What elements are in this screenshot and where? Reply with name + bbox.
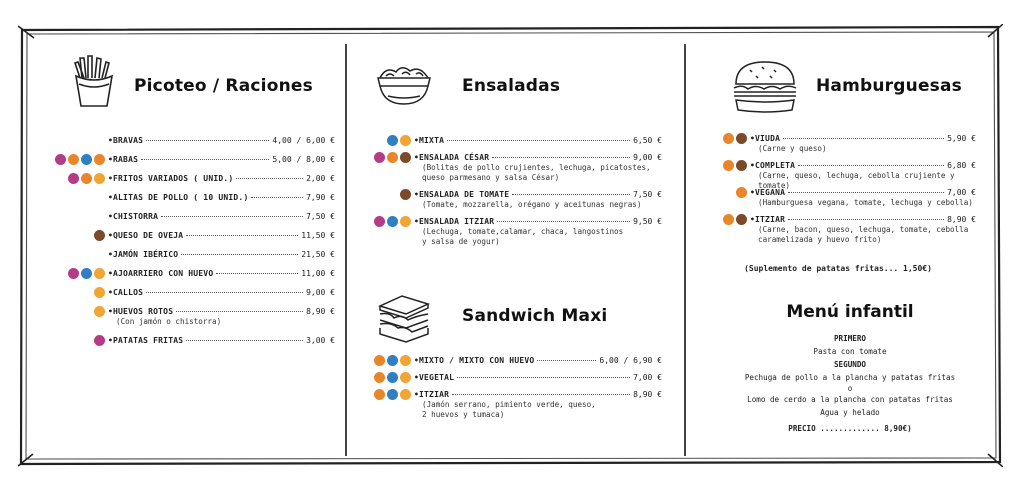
item-price: 8,90 € bbox=[306, 307, 335, 316]
item-list bbox=[362, 356, 662, 436]
item-description: 2 huevos y tumaca) bbox=[422, 410, 505, 419]
item-name: •RABAS bbox=[108, 155, 139, 164]
item-price: 11,00 € bbox=[301, 269, 335, 278]
item-name: •ITZIAR bbox=[414, 390, 450, 399]
section-header bbox=[50, 36, 340, 106]
allergen-icon bbox=[400, 189, 411, 200]
item-description: (Carne, bacon, queso, lechuga, tomate, cebolla bbox=[758, 225, 969, 234]
item-price: 8,90 € bbox=[947, 215, 976, 224]
item-description: (Con jamón o chistorra) bbox=[116, 317, 222, 326]
item-name: •VIUDA bbox=[750, 134, 781, 143]
kids-first-dish: Pasta con tomate bbox=[813, 347, 887, 356]
section-title: Hamburguesas bbox=[816, 76, 962, 96]
item-description: (Carne, queso, lechuga, cebolla crujiente y tomate) bbox=[758, 171, 955, 190]
kids-menu bbox=[700, 302, 1000, 435]
allergen-icon bbox=[81, 173, 92, 184]
item-price: 9,00 € bbox=[633, 153, 662, 162]
item-description: caramelizada y huevo frito) bbox=[758, 235, 882, 244]
allergen-icons bbox=[68, 173, 105, 184]
item-name: •ENSALADA ITZIAR bbox=[414, 217, 495, 226]
allergen-icon bbox=[387, 389, 398, 400]
item-price: 11,50 € bbox=[301, 231, 335, 240]
allergen-icon bbox=[400, 135, 411, 146]
item-description: (Carne y queso) bbox=[758, 144, 827, 153]
allergen-icon bbox=[94, 173, 105, 184]
item-name: •CALLOS bbox=[108, 288, 144, 297]
item-price: 6,00 / 6,90 € bbox=[599, 356, 662, 365]
dot-leader bbox=[236, 178, 303, 179]
item-price: 9,50 € bbox=[633, 217, 662, 226]
kids-drink: Agua y helado bbox=[820, 408, 880, 417]
item-price: 6,50 € bbox=[633, 136, 662, 145]
menu-item bbox=[414, 217, 662, 247]
item-price: 6,80 € bbox=[947, 161, 976, 170]
dot-leader bbox=[141, 159, 269, 160]
allergen-icon bbox=[387, 216, 398, 227]
fries-icon bbox=[70, 54, 118, 112]
dot-leader bbox=[181, 254, 298, 255]
item-price: 9,00 € bbox=[306, 288, 335, 297]
item-name: •AJOARRIERO CON HUEVO bbox=[108, 269, 214, 278]
item-description: queso parmesano y salsa César) bbox=[422, 173, 560, 182]
dot-leader bbox=[216, 273, 298, 274]
sandwich-icon bbox=[376, 292, 432, 348]
allergen-icons bbox=[374, 389, 411, 400]
menu-item bbox=[108, 269, 335, 279]
menu-item bbox=[108, 155, 335, 165]
dot-leader bbox=[251, 197, 303, 198]
section-title: Sandwich Maxi bbox=[462, 306, 608, 326]
burger-icon bbox=[730, 58, 800, 120]
allergen-icons bbox=[387, 135, 411, 146]
dot-leader bbox=[447, 140, 630, 141]
allergen-icon bbox=[374, 355, 385, 366]
kids-second-dish: Pechuga de pollo a la plancha y patatas fritas bbox=[744, 373, 956, 382]
dot-leader bbox=[146, 292, 303, 293]
section-title: Picoteo / Raciones bbox=[134, 76, 313, 96]
item-price: 7,00 € bbox=[947, 188, 976, 197]
dot-leader bbox=[798, 165, 944, 166]
kids-price: PRECIO ............. 8,90€) bbox=[788, 424, 912, 433]
allergen-icon bbox=[94, 335, 105, 346]
item-description: (Lechuga, tomate,calamar, chaca, langostinos bbox=[422, 227, 624, 236]
menu-item bbox=[108, 212, 335, 222]
allergen-icon bbox=[68, 268, 79, 279]
dot-leader bbox=[492, 157, 630, 158]
section-header bbox=[700, 36, 980, 106]
allergen-icon bbox=[387, 372, 398, 383]
dot-leader bbox=[457, 377, 630, 378]
allergen-icons bbox=[400, 189, 411, 200]
allergen-icon bbox=[736, 214, 747, 225]
item-name: •MIXTA bbox=[414, 136, 445, 145]
item-description: (Jamón serrano, pimiento verde, queso, bbox=[422, 400, 596, 409]
dot-leader bbox=[186, 235, 298, 236]
menu-item bbox=[414, 356, 662, 366]
item-name: •COMPLETA bbox=[750, 161, 796, 170]
item-name: •ALITAS DE POLLO ( 10 UNID.) bbox=[108, 193, 249, 202]
allergen-icons bbox=[374, 372, 411, 383]
item-name: •HUEVOS ROTOS bbox=[108, 307, 174, 316]
item-name: •VEGANA bbox=[750, 188, 786, 197]
section-picoteo bbox=[50, 36, 340, 456]
allergen-icon bbox=[723, 133, 734, 144]
allergen-icons bbox=[94, 230, 105, 241]
dot-leader bbox=[512, 194, 630, 195]
allergen-icon bbox=[374, 372, 385, 383]
menu-item bbox=[750, 161, 976, 191]
allergen-icon bbox=[374, 389, 385, 400]
menu-item bbox=[108, 288, 335, 298]
item-price: 5,90 € bbox=[947, 134, 976, 143]
menu-item bbox=[108, 231, 335, 241]
allergen-icon bbox=[94, 268, 105, 279]
section-ensaladas bbox=[362, 36, 668, 456]
allergen-icon bbox=[387, 135, 398, 146]
allergen-icon bbox=[723, 214, 734, 225]
allergen-icon bbox=[400, 372, 411, 383]
allergen-icon bbox=[374, 216, 385, 227]
item-name: •QUESO DE OVEJA bbox=[108, 231, 184, 240]
item-list bbox=[362, 136, 662, 266]
item-price: 7,00 € bbox=[633, 373, 662, 382]
allergen-icons bbox=[374, 152, 411, 163]
allergen-icon bbox=[400, 152, 411, 163]
kids-first-label: PRIMERO bbox=[833, 334, 866, 343]
item-description: (Tomate, mozzarella, orégano y aceitunas negras) bbox=[422, 200, 642, 209]
item-price: 7,50 € bbox=[306, 212, 335, 221]
item-name: •FRITOS VARIADOS ( UNID.) bbox=[108, 174, 234, 183]
item-description: (Bolitas de pollo crujientes, lechuga, picatostes, bbox=[422, 163, 651, 172]
allergen-icon bbox=[400, 355, 411, 366]
menu-item bbox=[414, 136, 662, 146]
allergen-icon bbox=[94, 230, 105, 241]
dot-leader bbox=[161, 216, 303, 217]
dot-leader bbox=[783, 138, 944, 139]
column-divider bbox=[684, 44, 686, 456]
item-list bbox=[50, 136, 335, 396]
menu-item bbox=[108, 307, 335, 327]
item-price: 3,00 € bbox=[306, 336, 335, 345]
allergen-icon bbox=[94, 287, 105, 298]
menu-item bbox=[414, 190, 662, 210]
allergen-icons bbox=[374, 216, 411, 227]
kids-or: o bbox=[847, 384, 853, 393]
allergen-icons bbox=[374, 355, 411, 366]
menu-item bbox=[108, 336, 335, 346]
menu-item bbox=[414, 390, 662, 420]
item-description: y salsa de yogur) bbox=[422, 237, 500, 246]
item-price: 8,90 € bbox=[633, 390, 662, 399]
allergen-icon bbox=[736, 160, 747, 171]
section-header bbox=[362, 282, 662, 352]
item-name: •VEGETAL bbox=[414, 373, 455, 382]
allergen-icon bbox=[94, 154, 105, 165]
item-list bbox=[700, 134, 976, 260]
menu-item bbox=[108, 193, 335, 203]
kids-second-label: SEGUNDO bbox=[833, 360, 866, 369]
menu-item bbox=[750, 134, 976, 154]
item-name: •CHISTORRA bbox=[108, 212, 159, 221]
allergen-icon bbox=[94, 306, 105, 317]
item-description: (Hamburguesa vegana, tomate, lechuga y cebolla) bbox=[758, 198, 973, 207]
item-name: •MIXTO / MIXTO CON HUEVO bbox=[414, 356, 535, 365]
allergen-icon bbox=[55, 154, 66, 165]
allergen-icons bbox=[94, 287, 105, 298]
item-name: •JAMÓN IBÉRICO bbox=[108, 250, 179, 259]
allergen-icons bbox=[55, 154, 105, 165]
dot-leader bbox=[176, 311, 303, 312]
section-hamburguesas bbox=[700, 36, 980, 456]
kids-menu-title: Menú infantil bbox=[786, 302, 914, 322]
allergen-icon bbox=[374, 152, 385, 163]
allergen-icon bbox=[387, 152, 398, 163]
allergen-icon bbox=[736, 187, 747, 198]
salad-bowl-icon bbox=[376, 62, 432, 110]
dot-leader bbox=[788, 219, 944, 220]
menu-item bbox=[108, 136, 335, 146]
item-name: •ENSALADA DE TOMATE bbox=[414, 190, 510, 199]
item-price: 7,90 € bbox=[306, 193, 335, 202]
allergen-icons bbox=[723, 160, 747, 171]
allergen-icons bbox=[723, 214, 747, 225]
allergen-icons bbox=[94, 306, 105, 317]
menu-item bbox=[750, 188, 976, 208]
item-price: 21,50 € bbox=[301, 250, 335, 259]
column-divider bbox=[345, 44, 347, 456]
allergen-icon bbox=[68, 173, 79, 184]
menu-item bbox=[750, 215, 976, 245]
allergen-icons bbox=[94, 335, 105, 346]
allergen-icon bbox=[736, 133, 747, 144]
section-title: Ensaladas bbox=[462, 76, 561, 96]
allergen-icon bbox=[68, 154, 79, 165]
dot-leader bbox=[537, 360, 596, 361]
item-price: 2,00 € bbox=[306, 174, 335, 183]
kids-second-dish-alt: Lomo de cerdo a la plancha con patatas fritas bbox=[747, 395, 953, 404]
item-price: 4,00 / 6,00 € bbox=[272, 136, 335, 145]
menu-item bbox=[414, 153, 662, 183]
dot-leader bbox=[452, 394, 630, 395]
menu-item bbox=[108, 174, 335, 184]
allergen-icon bbox=[387, 355, 398, 366]
allergen-icon bbox=[400, 389, 411, 400]
item-name: •PATATAS FRITAS bbox=[108, 336, 184, 345]
allergen-icons bbox=[736, 187, 747, 198]
dot-leader bbox=[186, 340, 303, 341]
section-header bbox=[362, 36, 668, 106]
dot-leader bbox=[788, 192, 944, 193]
menu-item bbox=[108, 250, 335, 260]
item-name: •ENSALADA CÉSAR bbox=[414, 153, 490, 162]
item-price: 5,00 / 8,00 € bbox=[272, 155, 335, 164]
menu-item bbox=[414, 373, 662, 383]
item-price: 7,50 € bbox=[633, 190, 662, 199]
allergen-icon bbox=[81, 154, 92, 165]
allergen-icon bbox=[81, 268, 92, 279]
item-name: •ITZIAR bbox=[750, 215, 786, 224]
dot-leader bbox=[497, 221, 630, 222]
allergen-icon bbox=[400, 216, 411, 227]
supplement-note: (Suplemento de patatas fritas... 1,50€) bbox=[744, 264, 932, 273]
allergen-icons bbox=[723, 133, 747, 144]
dot-leader bbox=[146, 140, 269, 141]
allergen-icon bbox=[723, 160, 734, 171]
allergen-icons bbox=[68, 268, 105, 279]
item-name: •BRAVAS bbox=[108, 136, 144, 145]
